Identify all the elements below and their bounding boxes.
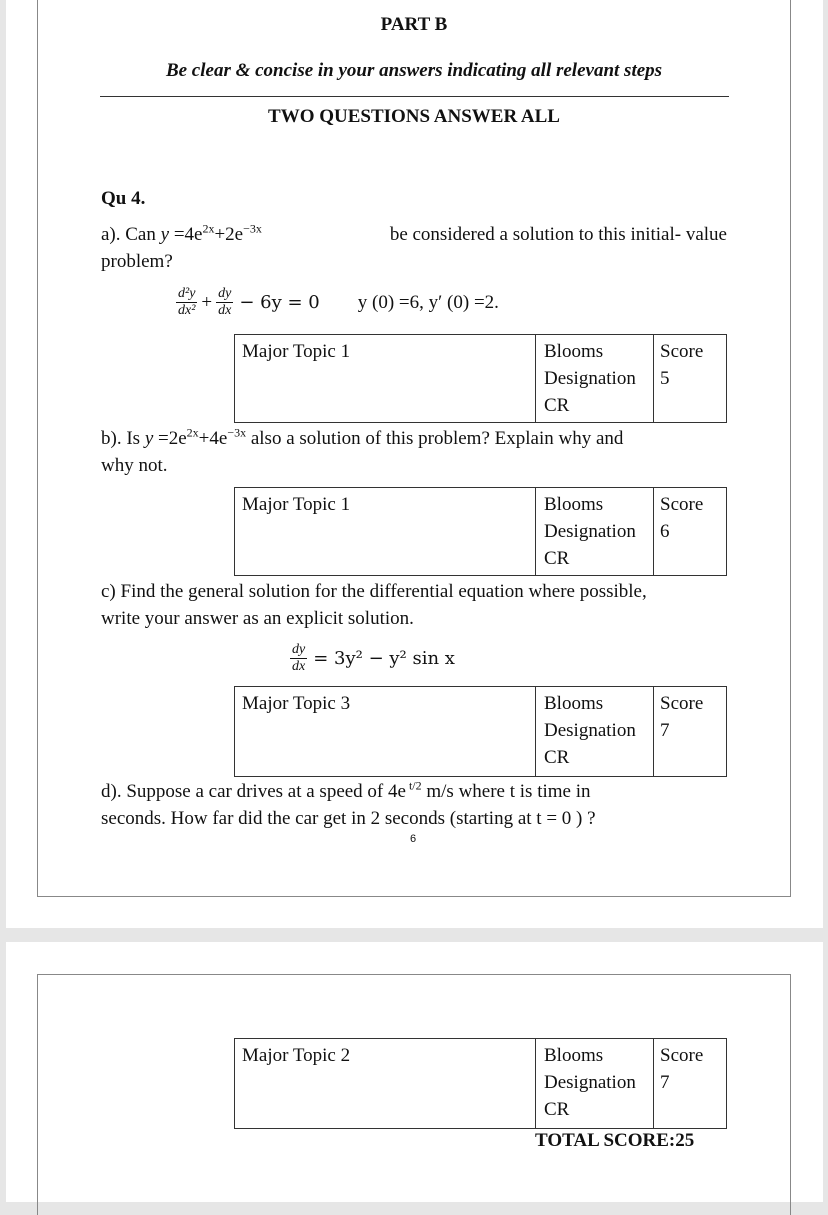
part-d-line-2: seconds. How far did the car get in 2 seconds (starting at t = 0 ) ? — [101, 808, 596, 829]
score-cell: Score 7 — [654, 1039, 727, 1129]
score-cell: Score 7 — [654, 687, 727, 777]
part-c-line-2: write your answer as an explicit solution. — [101, 608, 414, 629]
part-c-line-1: c) Find the general solution for the differential equation where possible, — [101, 581, 647, 602]
part-d-text — [101, 778, 727, 832]
part-a-line-2: problem? — [101, 251, 173, 272]
major-topic-cell: Major Topic 1 — [235, 335, 536, 423]
section-subtitle: TWO QUESTIONS ANSWER ALL — [268, 106, 560, 127]
part-a-text — [101, 221, 727, 275]
total-score: TOTAL SCORE:25 — [535, 1130, 695, 1151]
score-cell: Score 5 — [654, 335, 727, 423]
part-b-line-2: why not. — [101, 455, 168, 476]
major-topic-cell: Major Topic 1 — [235, 488, 536, 576]
second-derivative-fraction: $\frac{\text{d²y}}{\text{dx²}}$ — [178, 286, 196, 318]
blooms-cell: Blooms Designation CR — [536, 335, 654, 423]
derivative-fraction: $\frac{dy}{dx}$ — [292, 642, 306, 674]
instruction-text: Be clear & concise in your answers indicating all relevant steps — [165, 60, 663, 81]
major-topic-cell: Major Topic 3 — [235, 687, 536, 777]
section-title: PART B — [380, 14, 448, 35]
rubric-table — [234, 1038, 727, 1129]
part-d-line-1: d). Suppose a car drives at a speed of 4e $^{t/2}$ m/s where t is time in — [101, 778, 591, 802]
score-value: 7 — [660, 1072, 670, 1093]
major-topic-cell: Major Topic 2 — [235, 1039, 536, 1129]
score-cell: Score 6 — [654, 488, 727, 576]
blooms-cell: Blooms Designation CR — [536, 687, 654, 777]
part-c-text — [101, 578, 727, 632]
rubric-table — [234, 487, 727, 576]
score-value: 7 — [660, 720, 670, 741]
rubric-table — [234, 686, 727, 777]
part-c-equation: $\frac{dy}{dx}$ = 3y² − y² sin x — [292, 642, 455, 674]
first-derivative-fraction: $\frac{dy}{dx}$ — [218, 286, 232, 318]
blooms-cell: Blooms Designation CR — [536, 1039, 654, 1129]
rubric-table — [234, 334, 727, 423]
part-a-line-1: a). Can $y =4e^{2x}+2e^{-3x}$ be considered a solution to this initial- value — [101, 221, 727, 245]
blooms-cell: Blooms Designation CR — [536, 488, 654, 576]
part-b-line-1: b). Is $y =2e^{2x}+4e^{-3x}$ also a solution of this problem? Explain why and — [101, 425, 624, 449]
part-b-text — [101, 425, 727, 479]
part-a-equation: $\frac{\text{d²y}}{\text{dx²}}$ + $\frac{dy}{dx}$ − 6y = 0 y (0) =6, y′ (0) =2. — [178, 286, 499, 318]
score-value: 5 — [660, 368, 670, 389]
question-label: Qu 4. — [101, 188, 146, 209]
page-number: 6 — [410, 833, 417, 845]
divider — [100, 96, 729, 97]
score-value: 6 — [660, 521, 670, 542]
